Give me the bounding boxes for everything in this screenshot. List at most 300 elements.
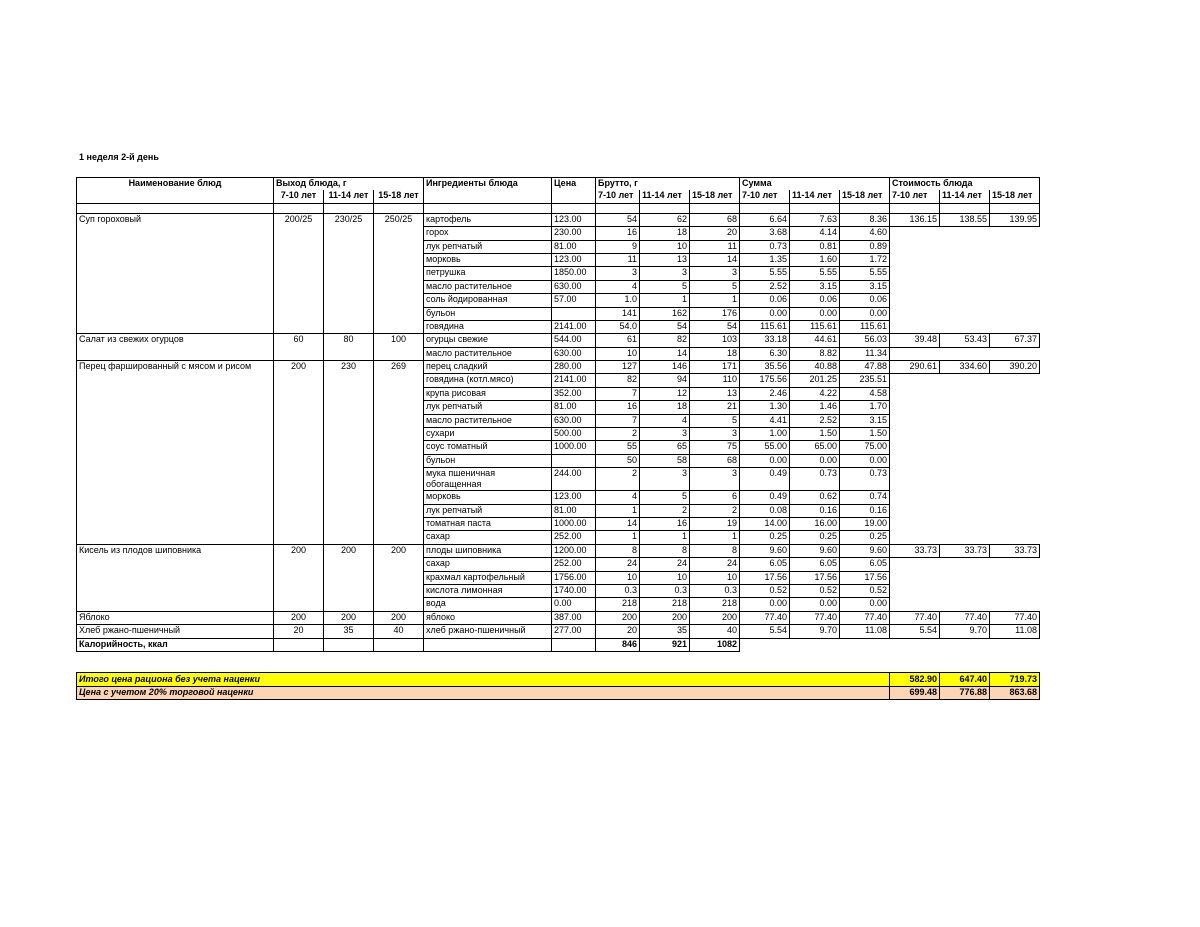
- dish-cost: 33.73: [890, 544, 940, 557]
- ingredient-sum: 4.41: [740, 414, 790, 427]
- ingredient-gross: 58: [640, 454, 690, 467]
- ingredient-gross: 200: [690, 611, 740, 624]
- ingredient-gross: 1: [640, 531, 690, 544]
- ingredient-gross: 54: [690, 320, 740, 333]
- ingredient-name: бульон: [424, 454, 552, 467]
- ingredient-gross: 14: [640, 347, 690, 360]
- dish-cost: 39.48: [890, 334, 940, 347]
- ingredient-sum: 0.00: [840, 454, 890, 467]
- ingredient-sum: 8.82: [790, 347, 840, 360]
- ingredient-sum: 11.08: [840, 625, 890, 638]
- ingredient-gross: 54.0: [596, 320, 640, 333]
- cost-empty: [990, 240, 1040, 253]
- ingredient-sum: 1.50: [790, 428, 840, 441]
- ingredient-gross: 5: [640, 280, 690, 293]
- cost-empty: [890, 571, 940, 584]
- cost-empty: [890, 491, 940, 504]
- header-age: 15-18 лет: [840, 190, 890, 203]
- dish-cost: 77.40: [890, 611, 940, 624]
- ingredient-gross: 0.3: [640, 584, 690, 597]
- ingredient-gross: 176: [690, 307, 740, 320]
- dish-cost: 33.73: [940, 544, 990, 557]
- ingredient-sum: 4.60: [840, 227, 890, 240]
- ingredient-sum: 0.25: [790, 531, 840, 544]
- ingredient-name: хлеб ржано-пшеничный: [424, 625, 552, 638]
- spacer-cell: [690, 203, 740, 213]
- ingredient-price: 230.00: [552, 227, 596, 240]
- ingredient-sum: 9.60: [840, 544, 890, 557]
- header-age: 7-10 лет: [890, 190, 940, 203]
- cost-empty: [890, 584, 940, 597]
- ingredient-sum: 3.68: [740, 227, 790, 240]
- ingredient-sum: 1.00: [740, 428, 790, 441]
- ingredient-sum: 0.52: [790, 584, 840, 597]
- cost-empty: [990, 414, 1040, 427]
- cost-empty: [940, 267, 990, 280]
- ingredient-sum: 6.05: [790, 558, 840, 571]
- calories-empty: [374, 638, 424, 651]
- ingredient-sum: 0.73: [790, 468, 840, 491]
- ingredient-sum: 0.08: [740, 504, 790, 517]
- cost-empty: [890, 307, 940, 320]
- ingredient-sum: 2.46: [740, 387, 790, 400]
- ingredient-gross: 50: [596, 454, 640, 467]
- ingredient-gross: 200: [596, 611, 640, 624]
- cost-empty: [990, 280, 1040, 293]
- ingredient-gross: 18: [640, 227, 690, 240]
- ingredient-sum: 0.89: [840, 240, 890, 253]
- header-age: 7-10 лет: [596, 190, 640, 203]
- ingredient-sum: 9.60: [740, 544, 790, 557]
- ingredient-price: 252.00: [552, 558, 596, 571]
- cost-empty: [940, 428, 990, 441]
- ingredient-price: 2141.00: [552, 320, 596, 333]
- dish-output: 200: [274, 611, 324, 624]
- ingredient-sum: 6.05: [840, 558, 890, 571]
- ingredient-sum: 17.56: [790, 571, 840, 584]
- ingredient-price: 630.00: [552, 347, 596, 360]
- ingredient-name: крупа рисовая: [424, 387, 552, 400]
- spacer-cell: [596, 203, 640, 213]
- ingredient-price: 544.00: [552, 334, 596, 347]
- ingredient-sum: 2.52: [740, 280, 790, 293]
- dish-output: 200: [324, 544, 374, 611]
- spacer-cell: [740, 203, 790, 213]
- menu-table: [76, 177, 1040, 652]
- ingredient-gross: 0.3: [596, 584, 640, 597]
- ingredient-sum: 0.00: [740, 598, 790, 611]
- header-age: 15-18 лет: [990, 190, 1040, 203]
- cost-empty: [990, 598, 1040, 611]
- ingredient-gross: 24: [640, 558, 690, 571]
- cost-empty: [940, 584, 990, 597]
- ingredient-gross: 1: [690, 531, 740, 544]
- cost-empty: [990, 571, 1040, 584]
- ingredient-sum: 55.00: [740, 441, 790, 454]
- spacer-cell: [990, 203, 1040, 213]
- ingredient-price: 1740.00: [552, 584, 596, 597]
- totals-label: Цена с учетом 20% торговой наценки: [77, 686, 890, 700]
- calories-row: [77, 638, 1040, 651]
- ingredient-gross: 24: [596, 558, 640, 571]
- ingredient-price: 1756.00: [552, 571, 596, 584]
- ingredient-gross: 7: [596, 414, 640, 427]
- dish-output: 250/25: [374, 213, 424, 334]
- cost-empty: [990, 584, 1040, 597]
- ingredient-gross: 8: [596, 544, 640, 557]
- totals-value: 776.88: [940, 686, 990, 700]
- dish-name: Яблоко: [77, 611, 274, 624]
- ingredient-gross: 4: [596, 491, 640, 504]
- cost-empty: [890, 387, 940, 400]
- ingredient-gross: 75: [690, 441, 740, 454]
- dish-output: 20: [274, 625, 324, 638]
- ingredient-price: 81.00: [552, 504, 596, 517]
- ingredient-sum: 1.50: [840, 428, 890, 441]
- ingredient-sum: 0.06: [740, 294, 790, 307]
- ingredient-sum: 0.25: [840, 531, 890, 544]
- totals-row: [77, 673, 1040, 687]
- ingredient-name: масло растительное: [424, 414, 552, 427]
- ingredient-sum: 175.56: [740, 374, 790, 387]
- ingredient-sum: 17.56: [740, 571, 790, 584]
- ingredient-sum: 5.55: [790, 267, 840, 280]
- header-age: 11-14 лет: [324, 190, 374, 203]
- ingredient-sum: 6.30: [740, 347, 790, 360]
- ingredient-sum: 16.00: [790, 517, 840, 530]
- ingredient-gross: 13: [690, 387, 740, 400]
- ingredient-gross: 16: [596, 227, 640, 240]
- ingredient-gross: 218: [640, 598, 690, 611]
- ingredient-price: 244.00: [552, 468, 596, 491]
- spacer-cell: [890, 203, 940, 213]
- dish-output: 80: [324, 334, 374, 361]
- ingredient-sum: 40.88: [790, 361, 840, 374]
- ingredient-price: 1850.00: [552, 267, 596, 280]
- ingredient-gross: 35: [640, 625, 690, 638]
- ingredient-sum: 3.15: [840, 280, 890, 293]
- dish-output: 269: [374, 361, 424, 545]
- ingredient-gross: 1.0: [596, 294, 640, 307]
- ingredient-gross: 4: [640, 414, 690, 427]
- cost-empty: [940, 504, 990, 517]
- cost-empty: [990, 531, 1040, 544]
- cost-empty: [940, 294, 990, 307]
- cost-empty: [990, 491, 1040, 504]
- dish-cost: 33.73: [990, 544, 1040, 557]
- calories-empty: [324, 638, 374, 651]
- totals-value: 647.40: [940, 673, 990, 687]
- table-row: [77, 611, 1040, 624]
- ingredient-gross: 65: [640, 441, 690, 454]
- cost-empty: [890, 504, 940, 517]
- ingredient-gross: 24: [690, 558, 740, 571]
- ingredient-price: 280.00: [552, 361, 596, 374]
- header-age: 7-10 лет: [740, 190, 790, 203]
- cost-empty: [990, 267, 1040, 280]
- dish-output: 200: [274, 544, 324, 611]
- ingredient-name: масло растительное: [424, 280, 552, 293]
- calories-label: Калорийность, ккал: [77, 638, 274, 651]
- cost-empty: [990, 504, 1040, 517]
- cost-empty: [940, 240, 990, 253]
- ingredient-sum: 77.40: [840, 611, 890, 624]
- ingredient-gross: 7: [596, 387, 640, 400]
- ingredient-sum: 4.22: [790, 387, 840, 400]
- ingredient-sum: 8.36: [840, 213, 890, 226]
- ingredient-sum: 75.00: [840, 441, 890, 454]
- ingredient-name: соль йодированная: [424, 294, 552, 307]
- header-ingredients: Ингредиенты блюда: [424, 178, 552, 191]
- cost-empty: [940, 517, 990, 530]
- ingredient-sum: 11.34: [840, 347, 890, 360]
- ingredient-sum: 5.55: [740, 267, 790, 280]
- ingredient-name: лук репчатый: [424, 401, 552, 414]
- cost-empty: [890, 374, 940, 387]
- ingredient-sum: 0.06: [840, 294, 890, 307]
- cost-empty: [940, 401, 990, 414]
- dish-cost: 334.60: [940, 361, 990, 374]
- ingredient-name: соус томатный: [424, 441, 552, 454]
- ingredient-gross: 18: [640, 401, 690, 414]
- ingredient-price: 1000.00: [552, 441, 596, 454]
- ingredient-gross: 5: [690, 280, 740, 293]
- table-row: [77, 334, 1040, 347]
- ingredient-gross: 21: [690, 401, 740, 414]
- ingredient-name: сахар: [424, 558, 552, 571]
- dish-name: Кисель из плодов шиповника: [77, 544, 274, 611]
- cost-empty: [890, 347, 940, 360]
- ingredient-sum: 0.49: [740, 468, 790, 491]
- cost-empty: [890, 320, 940, 333]
- ingredient-gross: 5: [640, 491, 690, 504]
- ingredient-gross: 61: [596, 334, 640, 347]
- cost-empty: [890, 441, 940, 454]
- cost-empty: [890, 598, 940, 611]
- ingredient-gross: 11: [596, 253, 640, 266]
- spacer-cell: [840, 203, 890, 213]
- ingredient-sum: 0.00: [790, 307, 840, 320]
- ingredient-sum: 19.00: [840, 517, 890, 530]
- calories-empty: [940, 638, 990, 651]
- header-empty: [552, 190, 596, 203]
- totals-value: 863.68: [990, 686, 1040, 700]
- spacer-cell: [274, 203, 324, 213]
- ingredient-price: 123.00: [552, 253, 596, 266]
- cost-empty: [990, 320, 1040, 333]
- calories-empty: [552, 638, 596, 651]
- ingredient-sum: 0.81: [790, 240, 840, 253]
- dish-output: 35: [324, 625, 374, 638]
- spacer-cell: [324, 203, 374, 213]
- table-row: [77, 625, 1040, 638]
- spacer-cell: [640, 203, 690, 213]
- dish-name: Суп гороховый: [77, 213, 274, 334]
- cost-empty: [990, 441, 1040, 454]
- ingredient-gross: 5: [690, 414, 740, 427]
- calories-empty: [890, 638, 940, 651]
- ingredient-name: горох: [424, 227, 552, 240]
- ingredient-price: 630.00: [552, 280, 596, 293]
- ingredient-gross: 94: [640, 374, 690, 387]
- cost-empty: [890, 454, 940, 467]
- header-sum: Сумма: [740, 178, 890, 191]
- ingredient-sum: 14.00: [740, 517, 790, 530]
- ingredient-gross: 14: [596, 517, 640, 530]
- ingredient-sum: 6.05: [740, 558, 790, 571]
- calories-empty: [274, 638, 324, 651]
- spacer-cell: [940, 203, 990, 213]
- table-row: [77, 544, 1040, 557]
- calories-empty: [790, 638, 840, 651]
- ingredient-gross: 10: [596, 347, 640, 360]
- header-price: Цена: [552, 178, 596, 191]
- ingredient-gross: 0.3: [690, 584, 740, 597]
- cost-empty: [940, 468, 990, 491]
- ingredient-name: говядина (котл.мясо): [424, 374, 552, 387]
- ingredient-price: 81.00: [552, 240, 596, 253]
- ingredient-gross: 171: [690, 361, 740, 374]
- ingredient-gross: 2: [596, 468, 640, 491]
- header-cost: Стоимость блюда: [890, 178, 1040, 191]
- ingredient-gross: 3: [640, 428, 690, 441]
- ingredient-sum: 3.15: [790, 280, 840, 293]
- dish-name: Перец фаршированный с мясом и рисом: [77, 361, 274, 545]
- ingredient-gross: 103: [690, 334, 740, 347]
- ingredient-gross: 68: [690, 213, 740, 226]
- ingredient-gross: 110: [690, 374, 740, 387]
- dish-cost: 5.54: [890, 625, 940, 638]
- header-output: Выход блюда, г: [274, 178, 424, 191]
- ingredient-gross: 146: [640, 361, 690, 374]
- cost-empty: [990, 401, 1040, 414]
- dish-cost: 290.61: [890, 361, 940, 374]
- spacer-cell: [77, 203, 274, 213]
- ingredient-gross: 127: [596, 361, 640, 374]
- dish-output: 200: [374, 544, 424, 611]
- ingredient-sum: 1.30: [740, 401, 790, 414]
- cost-empty: [940, 253, 990, 266]
- cost-empty: [990, 387, 1040, 400]
- ingredient-gross: 12: [640, 387, 690, 400]
- spacer-cell: [374, 203, 424, 213]
- ingredient-gross: 6: [690, 491, 740, 504]
- ingredient-gross: 8: [640, 544, 690, 557]
- ingredient-sum: 0.00: [840, 598, 890, 611]
- totals-value: 582.90: [890, 673, 940, 687]
- ingredient-gross: 16: [640, 517, 690, 530]
- cost-empty: [990, 428, 1040, 441]
- ingredient-sum: 2.52: [790, 414, 840, 427]
- cost-empty: [890, 280, 940, 293]
- ingredient-gross: 10: [640, 571, 690, 584]
- ingredient-name: мука пшеничная обогащенная: [424, 468, 552, 491]
- ingredient-sum: 201.25: [790, 374, 840, 387]
- cost-empty: [940, 387, 990, 400]
- ingredient-sum: 0.16: [790, 504, 840, 517]
- dish-output: 200: [374, 611, 424, 624]
- ingredient-sum: 9.60: [790, 544, 840, 557]
- ingredient-name: сухари: [424, 428, 552, 441]
- ingredient-name: бульон: [424, 307, 552, 320]
- ingredient-price: 630.00: [552, 414, 596, 427]
- ingredient-gross: 10: [596, 571, 640, 584]
- cost-empty: [940, 280, 990, 293]
- dish-cost: 77.40: [940, 611, 990, 624]
- ingredient-gross: 11: [690, 240, 740, 253]
- ingredient-price: [552, 454, 596, 467]
- ingredient-gross: 8: [690, 544, 740, 557]
- ingredient-name: масло растительное: [424, 347, 552, 360]
- ingredient-gross: 1: [640, 294, 690, 307]
- ingredient-gross: 3: [640, 468, 690, 491]
- ingredient-price: 57.00: [552, 294, 596, 307]
- ingredient-price: 123.00: [552, 491, 596, 504]
- ingredient-price: 2141.00: [552, 374, 596, 387]
- ingredient-gross: 3: [640, 267, 690, 280]
- dish-cost: 138.55: [940, 213, 990, 226]
- ingredient-gross: 55: [596, 441, 640, 454]
- spacer-cell: [790, 203, 840, 213]
- ingredient-name: вода: [424, 598, 552, 611]
- dish-output: 200/25: [274, 213, 324, 334]
- header-empty: [77, 190, 274, 203]
- ingredient-price: 0.00: [552, 598, 596, 611]
- ingredient-sum: 1.70: [840, 401, 890, 414]
- ingredient-name: лук репчатый: [424, 240, 552, 253]
- page-title: 1 неделя 2-й день: [79, 152, 159, 162]
- ingredient-name: сахар: [424, 531, 552, 544]
- ingredient-name: яблоко: [424, 611, 552, 624]
- ingredient-sum: 0.74: [840, 491, 890, 504]
- ingredient-sum: 0.62: [790, 491, 840, 504]
- ingredient-sum: 17.56: [840, 571, 890, 584]
- ingredient-price: 277.00: [552, 625, 596, 638]
- ingredient-sum: 0.00: [740, 307, 790, 320]
- ingredient-sum: 1.46: [790, 401, 840, 414]
- header-age: 11-14 лет: [790, 190, 840, 203]
- dish-output: 200: [324, 611, 374, 624]
- dish-cost: 136.15: [890, 213, 940, 226]
- ingredient-gross: 13: [640, 253, 690, 266]
- cost-empty: [890, 558, 940, 571]
- ingredient-sum: 0.16: [840, 504, 890, 517]
- dish-cost: 11.08: [990, 625, 1040, 638]
- ingredient-gross: 9: [596, 240, 640, 253]
- ingredient-gross: 3: [690, 428, 740, 441]
- dish-cost: 139.95: [990, 213, 1040, 226]
- ingredient-sum: 77.40: [790, 611, 840, 624]
- spacer-cell: [552, 203, 596, 213]
- ingredient-price: 1200.00: [552, 544, 596, 557]
- cost-empty: [940, 347, 990, 360]
- dish-name: Хлеб ржано-пшеничный: [77, 625, 274, 638]
- ingredient-gross: 3: [690, 468, 740, 491]
- ingredient-gross: 1: [690, 294, 740, 307]
- ingredient-gross: 82: [596, 374, 640, 387]
- ingredient-sum: 0.00: [840, 307, 890, 320]
- cost-empty: [940, 454, 990, 467]
- dish-output: 230/25: [324, 213, 374, 334]
- ingredient-gross: 20: [690, 227, 740, 240]
- ingredient-sum: 115.61: [840, 320, 890, 333]
- header-row: [77, 178, 1040, 191]
- ingredient-sum: 115.61: [740, 320, 790, 333]
- ingredient-sum: 0.52: [740, 584, 790, 597]
- ingredient-sum: 5.54: [740, 625, 790, 638]
- cost-empty: [890, 267, 940, 280]
- calories-value: 1082: [690, 638, 740, 651]
